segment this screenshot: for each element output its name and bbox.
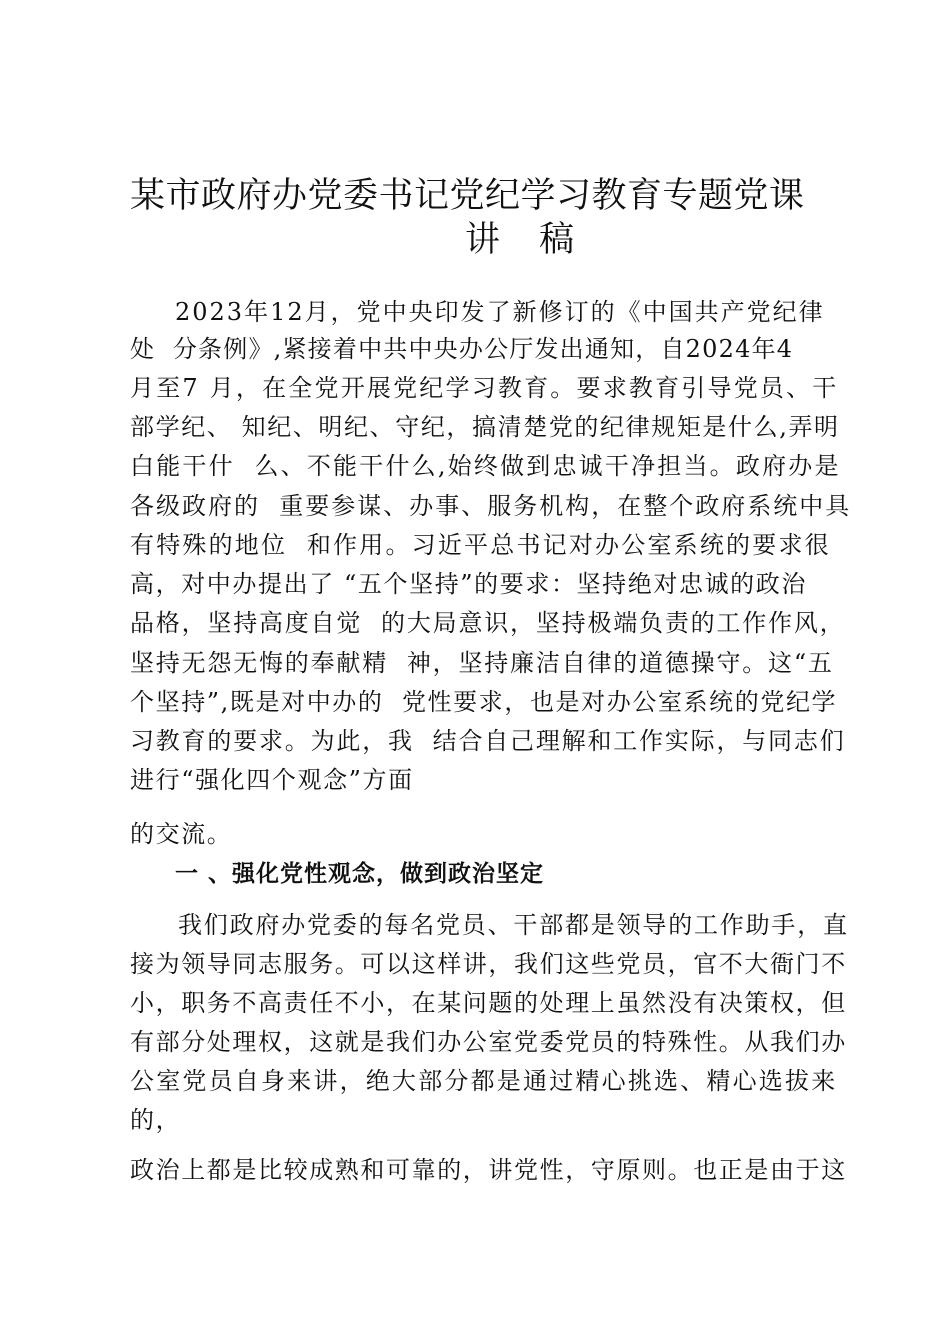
paragraph2-line: 我们政府办党委的每名党员、干部都是领导的工作助手，直 — [178, 911, 849, 939]
document-title-line2: 讲 稿 — [465, 220, 589, 260]
paragraph2-line: 有部分处理权，这就是我们办公室党委党员的特殊性。从我们办 — [130, 1028, 847, 1056]
paragraph1-line: 白能干什 么、不能干什么,始终做到忠诚干净担当。政府办是 — [130, 452, 841, 480]
paragraph2-line: 的， — [130, 1106, 182, 1134]
paragraph1-line: 各级政府的 重要参谋、办事、服务机构，在整个政府系统中具 — [130, 492, 852, 520]
paragraph1-tail: 的交流。 — [130, 820, 233, 848]
paragraph1-line: 2023年12月，党中央印发了新修订的《中国共产党纪律 — [175, 298, 825, 326]
paragraph2-line: 接为领导同志服务。可以这样讲，我们这些党员，官不大衙门不 — [130, 950, 847, 978]
paragraph1-line: 个坚持”,既是对中办的 党性要求，也是对办公室系统的党纪学 — [130, 688, 838, 716]
paragraph1-line: 进行“强化四个观念”方面 — [130, 766, 414, 794]
paragraph1-line: 品格，坚持高度自觉 的大局意识，坚持极端负责的工作作风， — [130, 609, 846, 637]
paragraph1-line: 处 分条例》,紧接着中共中央办公厅发出通知，自2024年4 — [130, 335, 794, 363]
paragraph3-line: 政治上都是比较成熟和可靠的，讲党性，守原则。也正是由于这 — [130, 1156, 847, 1184]
paragraph1-line: 有特殊的地位 和作用。习近平总书记对办公室系统的要求很 — [130, 531, 831, 559]
paragraph2-line: 小，职务不高责任不小，在某问题的处理上虽然没有决策权，但 — [130, 989, 847, 1017]
paragraph1-line: 坚持无怨无悔的奉献精 神，坚持廉洁自律的道德操守。这“五 — [130, 649, 834, 677]
section-heading: 一 、强化党性观念，做到政治坚定 — [175, 861, 545, 887]
paragraph1-line: 习教育的要求。为此，我 结合自己理解和工作实际，与同志们 — [130, 727, 846, 755]
paragraph1-line: 高，对中办提出了 “五个坚持”的要求：坚持绝对忠诚的政治 — [130, 570, 807, 598]
paragraph2-line: 公室党员自身来讲，绝大部分都是通过精心挑选、精心选拔来 — [130, 1067, 838, 1095]
paragraph1-line: 月至7 月，在全党开展党纪学习教育。要求教育引导党员、干 — [130, 374, 839, 402]
document-title-line1: 某市政府办党委书记党纪学习教育专题党课 — [130, 176, 805, 216]
paragraph1-line: 部学纪、 知纪、明纪、守纪，搞清楚党的纪律规矩是什么,弄明 — [130, 413, 840, 441]
